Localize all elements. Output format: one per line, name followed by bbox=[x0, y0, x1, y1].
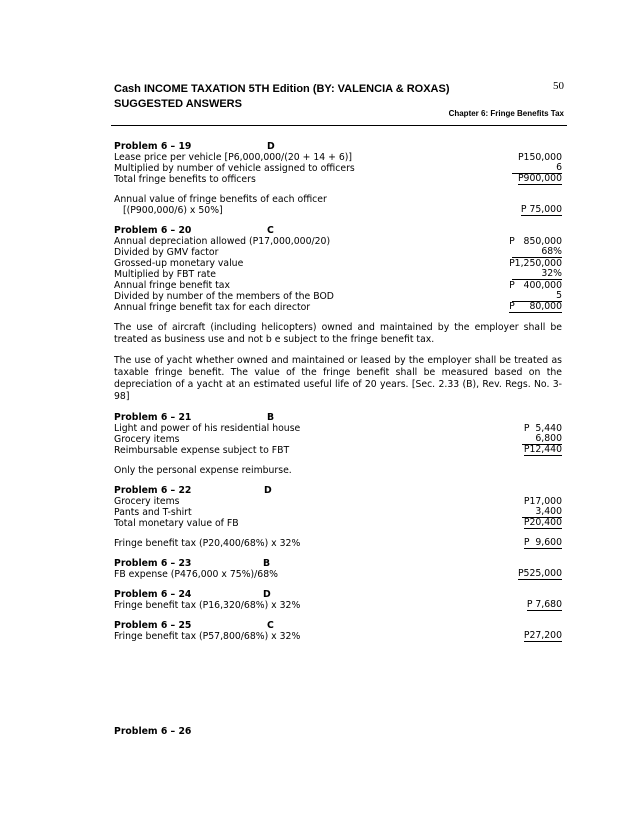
line-item bbox=[114, 465, 562, 476]
problem-answer: D bbox=[267, 141, 275, 152]
line-item-text: Reimbursable expense subject to FBT bbox=[114, 445, 290, 456]
line-item-amount: P 5,440 bbox=[523, 423, 562, 434]
line-item-text: Total fringe benefits to officers bbox=[114, 174, 256, 185]
line-item-text: Annual fringe benefit tax for each director bbox=[114, 302, 311, 313]
document-header-title bbox=[114, 82, 450, 111]
header-rule bbox=[111, 125, 567, 126]
line-item bbox=[114, 163, 562, 174]
problem-label: Problem 6 – 25 bbox=[114, 620, 192, 631]
line-item-amount: P 75,000 bbox=[520, 204, 562, 215]
problem-answer: D bbox=[263, 589, 271, 600]
line-item-text: Light and power of his residential house bbox=[114, 423, 301, 434]
problem-answer: B bbox=[267, 412, 275, 423]
line-item-text: Grocery items bbox=[114, 496, 180, 507]
line-item-amount: P 9,600 bbox=[523, 537, 562, 548]
problem-label: Problem 6 – 24 bbox=[114, 589, 192, 600]
line-item-amount: 68% bbox=[512, 247, 562, 258]
line-item bbox=[114, 423, 562, 434]
line-item bbox=[114, 247, 562, 258]
line-item bbox=[114, 518, 562, 529]
note-text: Only the personal expense reimburse. bbox=[114, 465, 292, 476]
header-title-line2: SUGGESTED ANSWERS bbox=[114, 98, 242, 110]
line-item bbox=[114, 269, 562, 280]
problem-heading bbox=[114, 589, 562, 600]
line-item-text: Fringe benefit tax (P57,800/68%) x 32% bbox=[114, 631, 301, 642]
line-item-amount: 32% bbox=[512, 269, 562, 280]
page-number: 50 bbox=[553, 80, 564, 92]
line-item bbox=[114, 538, 562, 549]
line-item bbox=[114, 302, 562, 313]
line-item bbox=[114, 445, 562, 456]
line-item-text: Divided by GMV factor bbox=[114, 247, 219, 258]
line-item-amount: P27,200 bbox=[523, 630, 562, 641]
line-item bbox=[114, 496, 562, 507]
problem-label: Problem 6 – 19 bbox=[114, 141, 192, 152]
line-item-amount: P17,000 bbox=[523, 496, 562, 507]
line-item-text: Multiplied by FBT rate bbox=[114, 269, 216, 280]
line-item-text: Annual depreciation allowed (P17,000,000/20) bbox=[114, 236, 331, 247]
line-item bbox=[114, 258, 562, 269]
paragraph: The use of yacht whether owned and maintained or leased by the employer shall be treated as taxable fringe benefit. The value of the fringe benefit shall be measured based on the depreciation of a yacht at an estimated useful life of 20 years. [Sec. 2.33 (B), Rev. Regs. No. 3-98] bbox=[114, 355, 562, 402]
line-item bbox=[114, 236, 562, 247]
line-item-amount: 6,800 bbox=[522, 434, 562, 445]
line-item-text: Fringe benefit tax (P20,400/68%) x 32% bbox=[114, 538, 301, 549]
problem-label: Problem 6 – 22 bbox=[114, 485, 192, 496]
problem-heading bbox=[114, 225, 562, 236]
line-item-amount: P150,000 bbox=[517, 152, 562, 163]
line-item-amount: P1,250,000 bbox=[509, 258, 562, 269]
line-item-amount: 5 bbox=[512, 291, 562, 302]
line-item bbox=[114, 434, 562, 445]
line-item-amount: P 7,680 bbox=[526, 599, 562, 610]
line-item bbox=[114, 600, 562, 611]
problem-heading bbox=[114, 141, 562, 152]
problem-answer: B bbox=[263, 558, 271, 569]
line-item-amount: 3,400 bbox=[522, 507, 562, 518]
line-item-amount: P20,400 bbox=[523, 517, 562, 528]
line-item bbox=[114, 631, 562, 642]
line-item bbox=[114, 280, 562, 291]
line-item-text: [(P900,000/6) x 50%] bbox=[123, 205, 223, 216]
line-item-amount: P 400,000 bbox=[509, 280, 562, 291]
problem-label: Problem 6 – 20 bbox=[114, 225, 192, 236]
line-item bbox=[114, 174, 562, 185]
chapter-title: Chapter 6: Fringe Benefits Tax bbox=[448, 109, 564, 118]
line-item-text: Grossed-up monetary value bbox=[114, 258, 244, 269]
problem-heading bbox=[114, 558, 562, 569]
line-item-text: Divided by number of the members of the BOD bbox=[114, 291, 334, 302]
line-item-text: Total monetary value of FB bbox=[114, 518, 239, 529]
problem-label: Problem 6 – 23 bbox=[114, 558, 192, 569]
paragraph: The use of aircraft (including helicopters) owned and maintained by the employer shall be treated as business use and not b e subject to the fringe benefit tax. bbox=[114, 322, 562, 345]
line-item bbox=[114, 291, 562, 302]
problem-label: Problem 6 – 26 bbox=[114, 726, 192, 737]
problem-label: Problem 6 – 21 bbox=[114, 412, 192, 423]
line-item bbox=[114, 194, 562, 205]
problem-heading bbox=[114, 412, 562, 423]
line-item-amount: 6 bbox=[512, 163, 562, 174]
line-item-amount: P12,440 bbox=[523, 444, 562, 455]
line-item-text: Fringe benefit tax (P16,320/68%) x 32% bbox=[114, 600, 301, 611]
line-item-amount: P900,000 bbox=[517, 173, 562, 184]
line-item-text: Pants and T-shirt bbox=[114, 507, 192, 518]
line-item bbox=[114, 569, 562, 580]
problem-heading bbox=[114, 485, 562, 496]
problem-answer: C bbox=[267, 225, 274, 236]
line-item-amount: P 850,000 bbox=[509, 236, 562, 247]
line-item bbox=[114, 507, 562, 518]
problem-heading bbox=[114, 620, 562, 631]
problem-answer: D bbox=[264, 485, 272, 496]
line-item bbox=[114, 152, 562, 163]
line-item-text: Multiplied by number of vehicle assigned to officers bbox=[114, 163, 355, 174]
document-body bbox=[114, 141, 562, 642]
line-item-amount: P 80,000 bbox=[509, 301, 562, 312]
problem-answer: C bbox=[267, 620, 274, 631]
header-title-line1: Cash INCOME TAXATION 5TH Edition (BY: VALENCIA & ROXAS) bbox=[114, 83, 450, 95]
line-item-text: Annual fringe benefit tax bbox=[114, 280, 230, 291]
line-item-amount: P525,000 bbox=[517, 568, 562, 579]
line-item bbox=[114, 205, 562, 216]
line-item-text: Lease price per vehicle [P6,000,000/(20 + 14 + 6)] bbox=[114, 152, 353, 163]
problem-heading bbox=[114, 726, 562, 737]
line-item-text: FB expense (P476,000 x 75%)/68% bbox=[114, 569, 278, 580]
line-item-text: Grocery items bbox=[114, 434, 180, 445]
line-item-text: Annual value of fringe benefits of each officer bbox=[114, 194, 327, 205]
